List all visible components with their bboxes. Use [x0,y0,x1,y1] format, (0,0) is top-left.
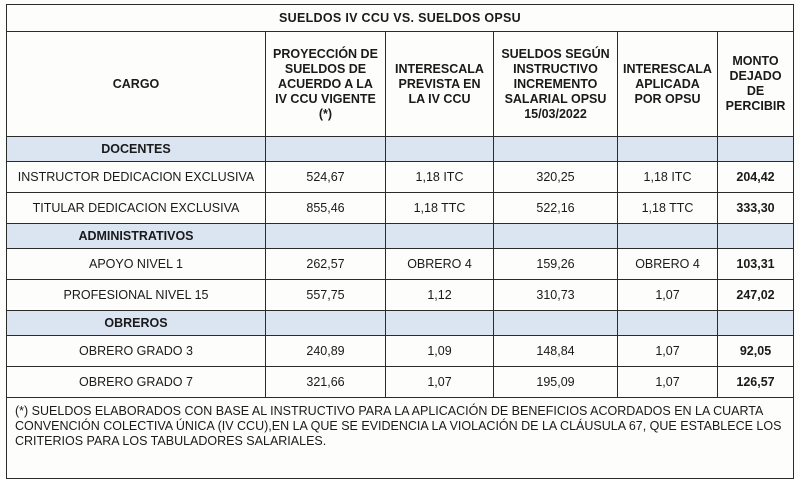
section-empty-cell [266,137,386,162]
header-monto [718,32,794,137]
header-interescala-prevista [386,32,494,137]
header-sueldos-opsu [494,32,618,137]
section-label: DOCENTES [7,137,266,162]
header-proyeccion [266,32,386,137]
table-row [7,280,794,311]
section-empty-cell [618,311,718,336]
proyeccion-cell: 557,75 [266,280,386,311]
cargo-cell: INSTRUCTOR DEDICACION EXCLUSIVA [7,162,266,193]
header-interescala-aplicada [618,32,718,137]
table-row [7,367,794,398]
footnote-row [7,398,794,479]
section-empty-cell [494,224,618,249]
section-empty-cell [386,224,494,249]
header-interescala-prevista-line: LA IV CCU [408,91,471,106]
header-monto-line: PERCIBIR [725,99,786,113]
monto-cell: 126,57 [718,367,794,398]
section-empty-cell [618,137,718,162]
section-empty-cell [618,224,718,249]
section-row-obreros [7,311,794,336]
sueldo-opsu-cell: 148,84 [494,336,618,367]
interescala-prevista-cell: 1,18 ITC [386,162,494,193]
monto-cell: 204,42 [718,162,794,193]
cargo-cell: OBRERO GRADO 7 [7,367,266,398]
section-empty-cell [718,311,794,336]
interescala-prevista-cell: 1,09 [386,336,494,367]
table-title: SUELDOS IV CCU VS. SUELDOS OPSU [7,5,794,32]
interescala-aplicada-cell: 1,18 ITC [618,162,718,193]
interescala-aplicada-cell: 1,07 [618,336,718,367]
cargo-cell: OBRERO GRADO 3 [7,336,266,367]
header-sueldos-opsu-line: SUELDOS SEGÚN [501,46,610,61]
section-empty-cell [386,311,494,336]
monto-cell: 247,02 [718,280,794,311]
section-empty-cell [266,224,386,249]
interescala-prevista-cell: 1,07 [386,367,494,398]
proyeccion-cell: 262,57 [266,249,386,280]
section-row-administrativos [7,224,794,249]
section-empty-cell [266,311,386,336]
interescala-aplicada-cell: 1,07 [618,280,718,311]
section-empty-cell [494,311,618,336]
cargo-cell: APOYO NIVEL 1 [7,249,266,280]
proyeccion-cell: 855,46 [266,193,386,224]
header-monto-line: DEJADO DE [729,69,782,98]
header-proyeccion-line: PROYECCIÓN DE [273,46,378,61]
proyeccion-cell: 524,67 [266,162,386,193]
header-row [7,32,794,137]
cargo-cell: PROFESIONAL NIVEL 15 [7,280,266,311]
header-interescala-aplicada-line: INTERESCALA [623,61,712,76]
header-interescala-aplicada-line: APLICADA [635,76,700,91]
header-monto-line: MONTO [732,54,779,68]
interescala-prevista-cell: 1,12 [386,280,494,311]
header-proyeccion-line: IV CCU VIGENTE [275,91,376,106]
interescala-aplicada-cell: OBRERO 4 [618,249,718,280]
sueldo-opsu-cell: 195,09 [494,367,618,398]
header-sueldos-opsu-line: SALARIAL OPSU [504,91,607,106]
table-row [7,336,794,367]
header-sueldos-opsu-line: 15/03/2022 [524,106,587,121]
salary-comparison-table [6,4,794,479]
monto-cell: 92,05 [718,336,794,367]
interescala-aplicada-cell: 1,07 [618,367,718,398]
interescala-prevista-cell: 1,18 TTC [386,193,494,224]
header-proyeccion-line: ACUERDO A LA [278,76,373,91]
section-label: OBREROS [7,311,266,336]
table-row [7,249,794,280]
header-cargo: CARGO [7,32,266,137]
header-proyeccion-line: SUELDOS DE [284,61,367,76]
section-empty-cell [718,224,794,249]
monto-cell: 333,30 [718,193,794,224]
sueldo-opsu-cell: 522,16 [494,193,618,224]
section-label: ADMINISTRATIVOS [7,224,266,249]
section-empty-cell [494,137,618,162]
section-empty-cell [386,137,494,162]
sueldo-opsu-cell: 159,26 [494,249,618,280]
interescala-prevista-cell: OBRERO 4 [386,249,494,280]
footnote: (*) SUELDOS ELABORADOS CON BASE AL INSTRUCTIVO PARA LA APLICACIÓN DE BENEFICIOS ACORDADOS EN LA CUARTA CONVENCIÓN COLECTIVA ÚNICA (IV CCU),EN LA QUE SE EVIDENCIA LA VIOLACIÓN DE LA CLÁUSULA 67, QUE ESTABLECE LOS CRITERIOS PARA LOS TABULADORES SALARIALES. [7,398,794,479]
table-row [7,162,794,193]
header-proyeccion-line: (*) [318,106,333,121]
section-row-docentes [7,137,794,162]
header-sueldos-opsu-line: INCREMENTO [513,76,598,91]
section-empty-cell [718,137,794,162]
cargo-cell: TITULAR DEDICACION EXCLUSIVA [7,193,266,224]
header-sueldos-opsu-line: INSTRUCTIVO [513,61,598,76]
proyeccion-cell: 321,66 [266,367,386,398]
interescala-aplicada-cell: 1,18 TTC [618,193,718,224]
monto-cell: 103,31 [718,249,794,280]
header-interescala-prevista-line: INTERESCALA [395,61,484,76]
sueldo-opsu-cell: 320,25 [494,162,618,193]
header-interescala-aplicada-line: POR OPSU [634,91,701,106]
sueldo-opsu-cell: 310,73 [494,280,618,311]
title-row [7,5,794,32]
header-interescala-prevista-line: PREVISTA EN [398,76,481,91]
proyeccion-cell: 240,89 [266,336,386,367]
table-row [7,193,794,224]
